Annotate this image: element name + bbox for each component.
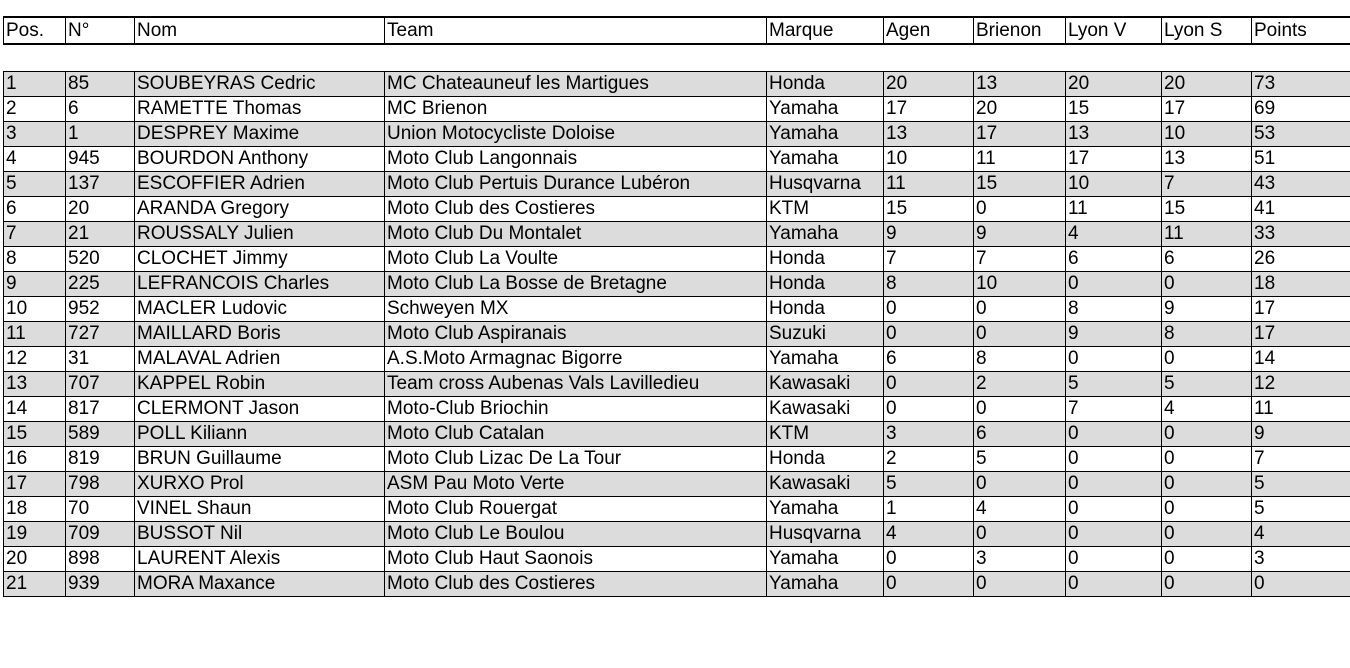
cell-agen: 4	[884, 522, 974, 547]
header-agen: Agen	[884, 17, 974, 44]
cell-lyon-v: 15	[1066, 97, 1162, 122]
header-team: Team	[385, 17, 767, 44]
cell-lyon-v: 8	[1066, 297, 1162, 322]
cell-number: 952	[66, 297, 135, 322]
cell-name: KAPPEL Robin	[135, 372, 385, 397]
cell-pos: 11	[4, 322, 66, 347]
cell-lyon-v: 17	[1066, 147, 1162, 172]
cell-lyon-s: 4	[1162, 397, 1252, 422]
cell-team: Schweyen MX	[385, 297, 767, 322]
cell-pos: 2	[4, 97, 66, 122]
header-points: Points	[1252, 17, 1350, 44]
cell-name: MORA Maxance	[135, 572, 385, 597]
cell-agen: 8	[884, 272, 974, 297]
cell-name: CLOCHET Jimmy	[135, 247, 385, 272]
cell-points: 17	[1252, 322, 1350, 347]
cell-lyon-s: 17	[1162, 97, 1252, 122]
cell-pos: 9	[4, 272, 66, 297]
cell-points: 0	[1252, 572, 1350, 597]
cell-points: 9	[1252, 422, 1350, 447]
cell-lyon-v: 20	[1066, 72, 1162, 97]
cell-lyon-v: 13	[1066, 122, 1162, 147]
cell-points: 53	[1252, 122, 1350, 147]
cell-brand: Yamaha	[767, 147, 884, 172]
cell-team: A.S.Moto Armagnac Bigorre	[385, 347, 767, 372]
cell-number: 798	[66, 472, 135, 497]
table-row	[4, 447, 1350, 472]
header-row	[4, 17, 1350, 44]
cell-pos: 15	[4, 422, 66, 447]
cell-name: BOURDON Anthony	[135, 147, 385, 172]
cell-number: 520	[66, 247, 135, 272]
cell-lyon-v: 11	[1066, 197, 1162, 222]
cell-points: 3	[1252, 547, 1350, 572]
cell-brienon: 17	[974, 122, 1066, 147]
cell-number: 70	[66, 497, 135, 522]
spacer-cell	[1252, 44, 1350, 72]
cell-agen: 0	[884, 397, 974, 422]
table-row	[4, 522, 1350, 547]
table-row	[4, 72, 1350, 97]
cell-brienon: 0	[974, 322, 1066, 347]
standings-table-body	[4, 17, 1350, 597]
cell-brienon: 7	[974, 247, 1066, 272]
table-row	[4, 197, 1350, 222]
header-number: N°	[66, 17, 135, 44]
table-row	[4, 172, 1350, 197]
cell-number: 21	[66, 222, 135, 247]
cell-name: BUSSOT Nil	[135, 522, 385, 547]
table-row	[4, 97, 1350, 122]
cell-team: Moto Club Aspiranais	[385, 322, 767, 347]
table-row	[4, 497, 1350, 522]
cell-lyon-s: 8	[1162, 322, 1252, 347]
table-row	[4, 347, 1350, 372]
cell-lyon-s: 0	[1162, 347, 1252, 372]
cell-name: MAILLARD Boris	[135, 322, 385, 347]
cell-agen: 6	[884, 347, 974, 372]
table-row	[4, 472, 1350, 497]
cell-brand: Yamaha	[767, 347, 884, 372]
cell-agen: 0	[884, 297, 974, 322]
cell-lyon-v: 0	[1066, 572, 1162, 597]
standings-table	[3, 16, 1350, 597]
cell-team: Moto Club Le Boulou	[385, 522, 767, 547]
cell-team: MC Chateauneuf les Martigues	[385, 72, 767, 97]
cell-brienon: 5	[974, 447, 1066, 472]
cell-lyon-s: 9	[1162, 297, 1252, 322]
table-row	[4, 372, 1350, 397]
cell-team: Moto Club Rouergat	[385, 497, 767, 522]
cell-agen: 0	[884, 322, 974, 347]
cell-team: Moto Club des Costieres	[385, 197, 767, 222]
cell-brand: KTM	[767, 197, 884, 222]
cell-team: Team cross Aubenas Vals Lavilledieu	[385, 372, 767, 397]
cell-pos: 13	[4, 372, 66, 397]
cell-team: Moto-Club Briochin	[385, 397, 767, 422]
header-lyon-s: Lyon S	[1162, 17, 1252, 44]
cell-team: Union Motocycliste Doloise	[385, 122, 767, 147]
cell-pos: 17	[4, 472, 66, 497]
cell-points: 43	[1252, 172, 1350, 197]
cell-brand: Suzuki	[767, 322, 884, 347]
cell-pos: 14	[4, 397, 66, 422]
spacer-cell	[884, 44, 974, 72]
table-row	[4, 247, 1350, 272]
cell-agen: 1	[884, 497, 974, 522]
cell-pos: 19	[4, 522, 66, 547]
cell-agen: 5	[884, 472, 974, 497]
cell-name: BRUN Guillaume	[135, 447, 385, 472]
spacer-cell	[66, 44, 135, 72]
spacer-cell	[767, 44, 884, 72]
cell-points: 69	[1252, 97, 1350, 122]
cell-team: Moto Club La Bosse de Bretagne	[385, 272, 767, 297]
cell-brienon: 2	[974, 372, 1066, 397]
table-row	[4, 422, 1350, 447]
cell-points: 41	[1252, 197, 1350, 222]
cell-agen: 20	[884, 72, 974, 97]
cell-agen: 13	[884, 122, 974, 147]
cell-name: ROUSSALY Julien	[135, 222, 385, 247]
standings-sheet	[3, 16, 1350, 597]
cell-points: 33	[1252, 222, 1350, 247]
cell-agen: 7	[884, 247, 974, 272]
cell-points: 5	[1252, 497, 1350, 522]
cell-agen: 0	[884, 572, 974, 597]
spacer-cell	[385, 44, 767, 72]
table-row	[4, 222, 1350, 247]
cell-team: Moto Club Langonnais	[385, 147, 767, 172]
cell-agen: 17	[884, 97, 974, 122]
cell-lyon-s: 5	[1162, 372, 1252, 397]
cell-lyon-s: 0	[1162, 272, 1252, 297]
cell-lyon-s: 11	[1162, 222, 1252, 247]
cell-name: LEFRANCOIS Charles	[135, 272, 385, 297]
cell-brand: Kawasaki	[767, 472, 884, 497]
cell-name: CLERMONT Jason	[135, 397, 385, 422]
cell-team: Moto Club des Costieres	[385, 572, 767, 597]
cell-lyon-v: 0	[1066, 347, 1162, 372]
header-name: Nom	[135, 17, 385, 44]
cell-lyon-v: 0	[1066, 547, 1162, 572]
cell-points: 18	[1252, 272, 1350, 297]
cell-team: Moto Club Catalan	[385, 422, 767, 447]
cell-lyon-s: 6	[1162, 247, 1252, 272]
cell-number: 707	[66, 372, 135, 397]
cell-lyon-s: 10	[1162, 122, 1252, 147]
cell-name: ARANDA Gregory	[135, 197, 385, 222]
cell-name: ESCOFFIER Adrien	[135, 172, 385, 197]
cell-agen: 11	[884, 172, 974, 197]
cell-lyon-v: 6	[1066, 247, 1162, 272]
spacer-row	[4, 44, 1350, 72]
cell-brand: Kawasaki	[767, 372, 884, 397]
cell-pos: 1	[4, 72, 66, 97]
cell-team: Moto Club Du Montalet	[385, 222, 767, 247]
cell-lyon-v: 5	[1066, 372, 1162, 397]
cell-lyon-s: 7	[1162, 172, 1252, 197]
cell-brand: KTM	[767, 422, 884, 447]
cell-lyon-v: 0	[1066, 522, 1162, 547]
cell-points: 14	[1252, 347, 1350, 372]
cell-points: 5	[1252, 472, 1350, 497]
cell-number: 898	[66, 547, 135, 572]
cell-brienon: 6	[974, 422, 1066, 447]
cell-lyon-v: 0	[1066, 422, 1162, 447]
table-row	[4, 122, 1350, 147]
cell-number: 589	[66, 422, 135, 447]
cell-lyon-s: 13	[1162, 147, 1252, 172]
cell-pos: 5	[4, 172, 66, 197]
cell-team: ASM Pau Moto Verte	[385, 472, 767, 497]
cell-brand: Kawasaki	[767, 397, 884, 422]
cell-brand: Honda	[767, 272, 884, 297]
table-row	[4, 147, 1350, 172]
cell-brand: Yamaha	[767, 572, 884, 597]
cell-team: Moto Club La Voulte	[385, 247, 767, 272]
cell-number: 709	[66, 522, 135, 547]
cell-brienon: 0	[974, 197, 1066, 222]
cell-brand: Honda	[767, 447, 884, 472]
cell-brand: Honda	[767, 297, 884, 322]
spacer-cell	[1162, 44, 1252, 72]
cell-brand: Yamaha	[767, 547, 884, 572]
cell-brand: Honda	[767, 72, 884, 97]
cell-points: 11	[1252, 397, 1350, 422]
spacer-cell	[4, 44, 66, 72]
cell-points: 4	[1252, 522, 1350, 547]
cell-lyon-s: 0	[1162, 572, 1252, 597]
cell-team: Moto Club Haut Saonois	[385, 547, 767, 572]
cell-name: RAMETTE Thomas	[135, 97, 385, 122]
cell-agen: 0	[884, 547, 974, 572]
cell-agen: 9	[884, 222, 974, 247]
cell-brand: Yamaha	[767, 222, 884, 247]
cell-brienon: 13	[974, 72, 1066, 97]
cell-lyon-v: 0	[1066, 272, 1162, 297]
spacer-cell	[974, 44, 1066, 72]
cell-lyon-s: 0	[1162, 422, 1252, 447]
cell-number: 945	[66, 147, 135, 172]
header-brienon: Brienon	[974, 17, 1066, 44]
cell-pos: 20	[4, 547, 66, 572]
cell-pos: 8	[4, 247, 66, 272]
cell-pos: 21	[4, 572, 66, 597]
table-row	[4, 322, 1350, 347]
cell-lyon-s: 0	[1162, 472, 1252, 497]
cell-lyon-v: 10	[1066, 172, 1162, 197]
cell-team: Moto Club Pertuis Durance Lubéron	[385, 172, 767, 197]
cell-pos: 10	[4, 297, 66, 322]
cell-pos: 12	[4, 347, 66, 372]
table-row	[4, 547, 1350, 572]
cell-lyon-v: 0	[1066, 497, 1162, 522]
cell-pos: 16	[4, 447, 66, 472]
cell-number: 31	[66, 347, 135, 372]
cell-points: 7	[1252, 447, 1350, 472]
cell-pos: 18	[4, 497, 66, 522]
cell-lyon-v: 0	[1066, 472, 1162, 497]
cell-name: MACLER Ludovic	[135, 297, 385, 322]
table-row	[4, 272, 1350, 297]
cell-brienon: 20	[974, 97, 1066, 122]
table-row	[4, 397, 1350, 422]
cell-brand: Husqvarna	[767, 522, 884, 547]
cell-pos: 3	[4, 122, 66, 147]
cell-number: 727	[66, 322, 135, 347]
header-brand: Marque	[767, 17, 884, 44]
cell-brienon: 9	[974, 222, 1066, 247]
cell-name: MALAVAL Adrien	[135, 347, 385, 372]
cell-name: POLL Kiliann	[135, 422, 385, 447]
cell-lyon-s: 15	[1162, 197, 1252, 222]
cell-brienon: 0	[974, 522, 1066, 547]
cell-team: Moto Club Lizac De La Tour	[385, 447, 767, 472]
header-lyon-v: Lyon V	[1066, 17, 1162, 44]
cell-lyon-s: 0	[1162, 547, 1252, 572]
cell-pos: 6	[4, 197, 66, 222]
cell-agen: 3	[884, 422, 974, 447]
cell-lyon-v: 0	[1066, 447, 1162, 472]
cell-brand: Yamaha	[767, 122, 884, 147]
cell-brienon: 4	[974, 497, 1066, 522]
spacer-cell	[135, 44, 385, 72]
cell-lyon-s: 0	[1162, 497, 1252, 522]
cell-brienon: 10	[974, 272, 1066, 297]
header-pos: Pos.	[4, 17, 66, 44]
cell-agen: 2	[884, 447, 974, 472]
cell-points: 73	[1252, 72, 1350, 97]
cell-points: 26	[1252, 247, 1350, 272]
cell-name: DESPREY Maxime	[135, 122, 385, 147]
cell-brienon: 0	[974, 397, 1066, 422]
cell-pos: 7	[4, 222, 66, 247]
cell-points: 12	[1252, 372, 1350, 397]
cell-brand: Husqvarna	[767, 172, 884, 197]
cell-name: LAURENT Alexis	[135, 547, 385, 572]
spacer-cell	[1066, 44, 1162, 72]
cell-lyon-s: 0	[1162, 522, 1252, 547]
cell-brienon: 15	[974, 172, 1066, 197]
cell-lyon-s: 20	[1162, 72, 1252, 97]
cell-points: 17	[1252, 297, 1350, 322]
cell-brienon: 8	[974, 347, 1066, 372]
cell-brienon: 0	[974, 572, 1066, 597]
cell-number: 1	[66, 122, 135, 147]
cell-lyon-v: 4	[1066, 222, 1162, 247]
table-row	[4, 297, 1350, 322]
cell-number: 20	[66, 197, 135, 222]
cell-team: MC Brienon	[385, 97, 767, 122]
cell-agen: 15	[884, 197, 974, 222]
cell-name: VINEL Shaun	[135, 497, 385, 522]
cell-number: 225	[66, 272, 135, 297]
cell-number: 819	[66, 447, 135, 472]
table-row	[4, 572, 1350, 597]
cell-number: 85	[66, 72, 135, 97]
cell-lyon-v: 9	[1066, 322, 1162, 347]
cell-number: 137	[66, 172, 135, 197]
cell-brand: Yamaha	[767, 97, 884, 122]
cell-brienon: 0	[974, 472, 1066, 497]
cell-points: 51	[1252, 147, 1350, 172]
cell-brand: Yamaha	[767, 497, 884, 522]
cell-lyon-s: 0	[1162, 447, 1252, 472]
cell-brand: Honda	[767, 247, 884, 272]
cell-lyon-v: 7	[1066, 397, 1162, 422]
cell-name: SOUBEYRAS Cedric	[135, 72, 385, 97]
cell-pos: 4	[4, 147, 66, 172]
cell-name: XURXO Prol	[135, 472, 385, 497]
cell-brienon: 11	[974, 147, 1066, 172]
cell-number: 6	[66, 97, 135, 122]
cell-brienon: 3	[974, 547, 1066, 572]
cell-number: 939	[66, 572, 135, 597]
cell-agen: 10	[884, 147, 974, 172]
cell-agen: 0	[884, 372, 974, 397]
cell-brienon: 0	[974, 297, 1066, 322]
cell-number: 817	[66, 397, 135, 422]
